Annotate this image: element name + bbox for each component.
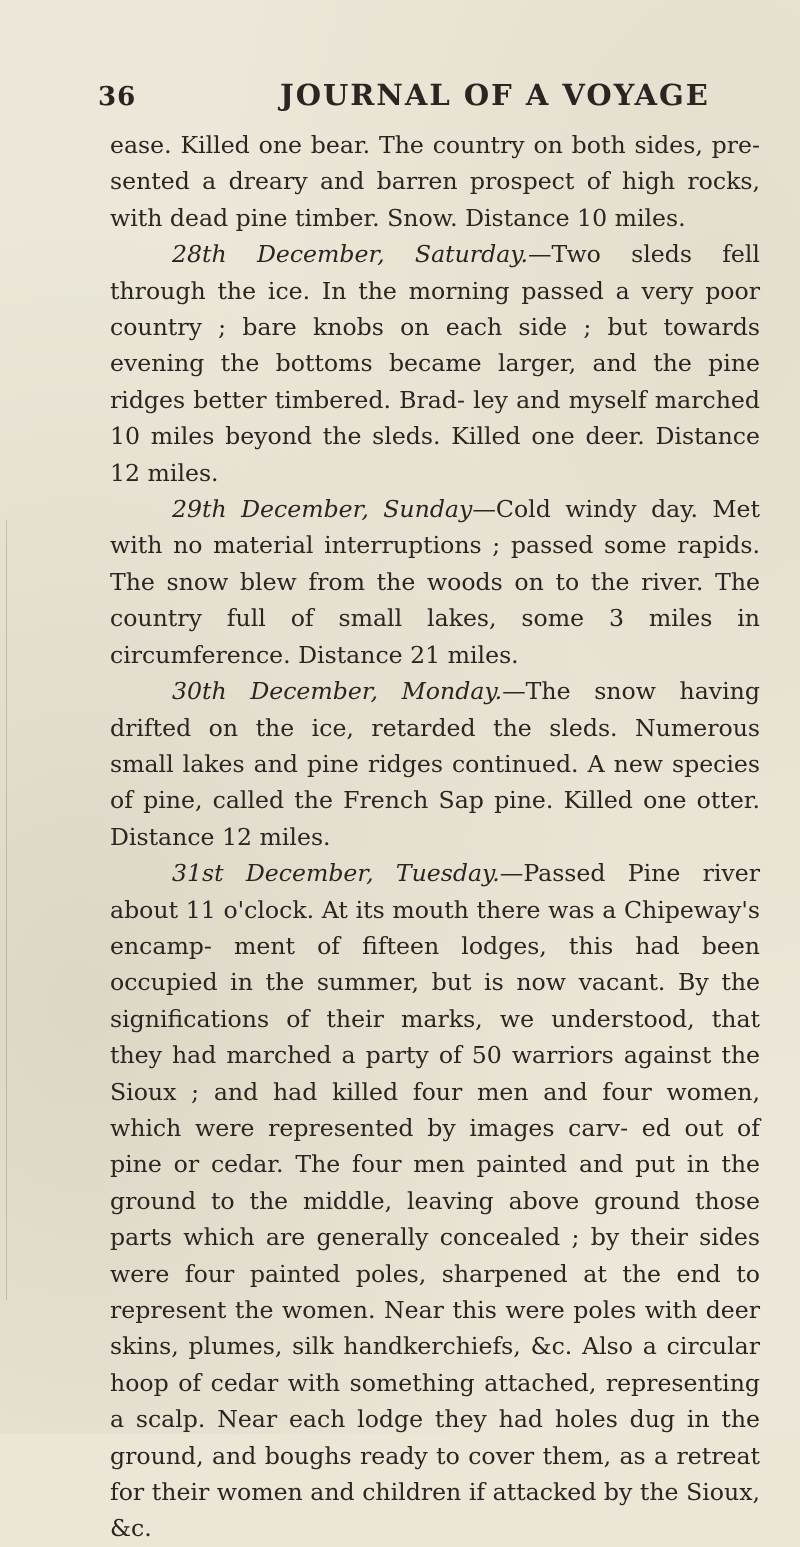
entry-date: 29th December, Sunday xyxy=(172,495,473,524)
entry-date: 31st December, Tuesday. xyxy=(172,859,500,888)
entry-text: —The snow having drifted on the ice, retarded the sleds. Numerous small lakes and pine ridges continued. A new species of pine, called the French Sap pine. Killed one otter. Distance 12 miles. xyxy=(110,677,760,851)
journal-entry-29th xyxy=(110,491,760,673)
journal-entry-31st xyxy=(110,855,760,1547)
page-edge-shadow xyxy=(6,520,7,1300)
paragraph-continuation xyxy=(110,127,760,236)
paragraph-text: ease. Killed one bear. The country on both sides, pre- sented a dreary and barren prospect of high rocks, with dead pine timber. Snow. Distance 10 miles. xyxy=(110,131,760,232)
body-text xyxy=(110,127,760,1547)
entry-text: —Passed Pine river about 11 o'clock. At its mouth there was a Chipeway's encamp- ment of fifteen lodges, this had been occupied in the summer, but is now vacant. By the significations of their marks, we understood, that they had marched a party of 50 warriors against the Sioux ; and had killed four men and four women, which were represented by images carv- ed out of pine or cedar. The four men painted and put in the ground to the middle, leaving above ground those parts which are generally concealed ; by their sides were four painted poles, sharpened at the end to represent the women. Near this were poles with deer skins, plumes, silk handkerchiefs, &c. Also a circular hoop of cedar with something attached, representing a scalp. Near each lodge they had holes dug in the ground, and boughs ready to cover them, as a retreat for their women and children if attacked by the Sioux, &c. xyxy=(110,859,760,1543)
journal-entry-30th xyxy=(110,673,760,855)
entry-text: —Cold windy day. Met with no material interruptions ; passed some rapids. The snow blew from the woods on to the river. The country full of small lakes, some 3 miles in circumference. Distance 21 miles. xyxy=(110,495,760,669)
page-number: 36 xyxy=(98,82,137,112)
running-head: JOURNAL OF A VOYAGE xyxy=(280,78,710,112)
page-header xyxy=(40,78,780,118)
entry-date: 30th December, Monday. xyxy=(172,677,503,706)
entry-text: —Two sleds fell through the ice. In the morning passed a very poor country ; bare knobs on each side ; but towards evening the bottoms became larger, and the pine ridges better timbered. Brad- ley and myself marched 10 miles beyond the sleds. Killed one deer. Distance 12 miles. xyxy=(110,240,760,487)
journal-entry-28th xyxy=(110,236,760,491)
entry-date: 28th December, Saturday. xyxy=(172,240,528,269)
